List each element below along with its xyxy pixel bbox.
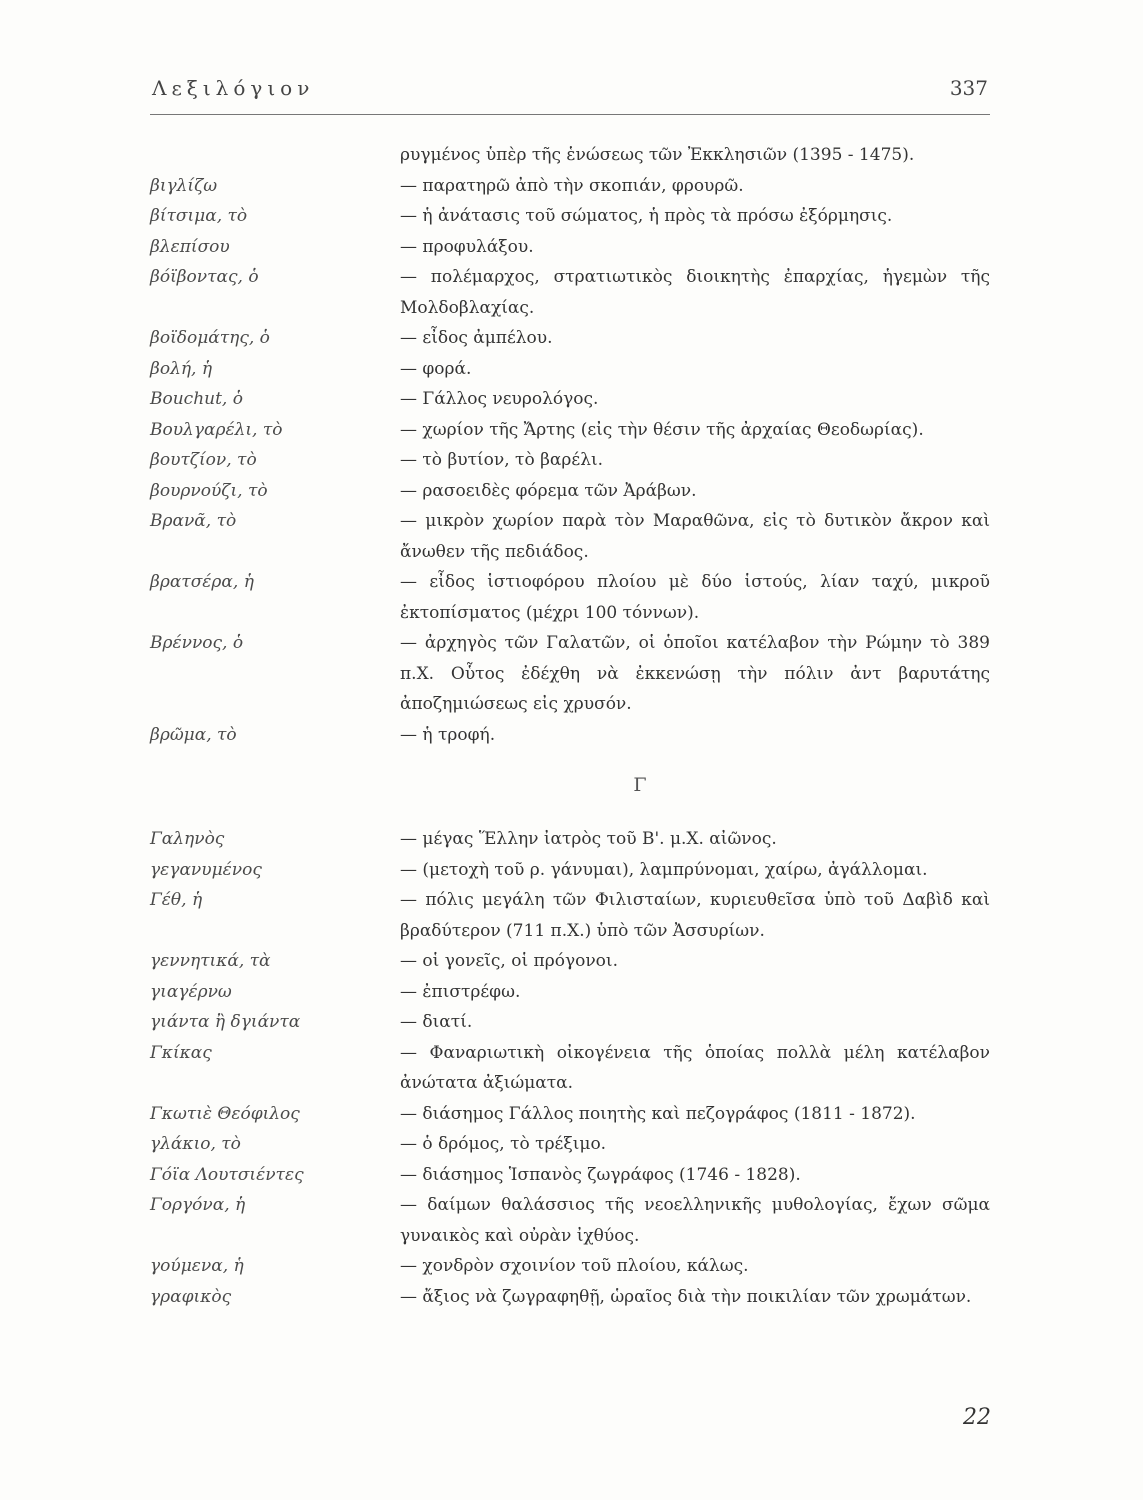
glossary-entry	[150, 201, 990, 232]
entry-definition: — ρασοειδὲς φόρεμα τῶν Ἀράβων.	[400, 480, 697, 501]
glossary-entry	[150, 171, 990, 202]
entry-term: βολή, ἡ	[150, 358, 213, 379]
entry-definition: — διατί.	[400, 1012, 473, 1032]
entry-term: βουρνούζι, τὸ	[150, 480, 268, 501]
entry-term: Γοργόνα, ἡ	[150, 1195, 246, 1215]
entry-term: γιαγέρνω	[150, 981, 232, 1002]
entry-term: Βρέννος, ὁ	[150, 633, 244, 653]
signature-mark: 22	[963, 1405, 991, 1430]
entry-definition: — ἀρχηγὸς τῶν Γαλατῶν, οἱ ὁποῖοι κατέλαβον τὴν Ρώμην τὸ 389 π.Χ. Οὗτος ἐδέχθη νὰ ἐκκενώσῃ τὴν πόλιν ἀντ βαρυτάτης ἀποζημιώσεως εἰς χρυσόν.	[400, 633, 990, 714]
entries-g-list	[150, 824, 990, 1312]
glossary-entry	[150, 323, 990, 354]
entry-definition: — προφυλάξου.	[400, 236, 534, 257]
entry-definition: — πολέμαρχος, στρατιωτικὸς διοικητὴς ἐπαρχίας, ἡγεμὼν τῆς Μολδοβλαχίας.	[400, 267, 990, 318]
glossary-entry	[150, 1099, 990, 1130]
glossary-entry	[150, 1282, 990, 1313]
glossary-entry	[150, 232, 990, 263]
entry-term: βλεπίσου	[150, 236, 230, 257]
entry-term: Γκωτιὲ Θεόφιλος	[150, 1103, 300, 1124]
entry-term: γιάντα ἢ δγιάντα	[150, 1012, 301, 1032]
entries-b-list	[150, 171, 990, 751]
section-letter: Γ	[633, 774, 647, 796]
entry-term: γούμενα, ἡ	[150, 1256, 244, 1276]
glossary-entry	[150, 506, 990, 567]
glossary-entry	[150, 885, 990, 946]
page-number: 337	[949, 76, 988, 100]
header-rule	[150, 114, 990, 115]
entry-term: Γέθ, ἡ	[150, 890, 203, 910]
glossary-entry	[150, 476, 990, 507]
glossary-entry	[150, 824, 990, 855]
glossary-entry	[150, 977, 990, 1008]
entry-definition: — ὁ δρόμος, τὸ τρέξιμο.	[400, 1134, 607, 1154]
glossary-entry	[150, 720, 990, 751]
continuation-entry	[150, 140, 990, 171]
entry-term: Γόϊα Λουτσιέντες	[150, 1164, 304, 1185]
entry-definition: — διάσημος Ἱσπανὸς ζωγράφος (1746 - 1828).	[400, 1164, 801, 1185]
entry-definition: — πόλις μεγάλη τῶν Φιλισταίων, κυριευθεῖσα ὑπὸ τοῦ Δαβὶδ καὶ βραδύτερον (711 π.Χ.) ὑπὸ τῶν Ἀσσυρίων.	[400, 890, 990, 941]
glossary-entry	[150, 1160, 990, 1191]
entry-definition: — Φαναριωτικὴ οἰκογένεια τῆς ὁποίας πολλὰ μέλη κατέλαβον ἀνώτατα ἀξιώματα.	[400, 1042, 990, 1093]
entry-term: Βουλγαρέλι, τὸ	[150, 419, 283, 440]
glossary-entry	[150, 445, 990, 476]
entry-definition: — εἶδος ἀμπέλου.	[400, 328, 553, 348]
entry-term: βρατσέρα, ἡ	[150, 572, 254, 592]
entry-definition: — χονδρὸν σχοινίον τοῦ πλοίου, κάλως.	[400, 1256, 749, 1276]
entry-definition: — χωρίον τῆς Ἄρτης (εἰς τὴν θέσιν τῆς ἀρχαίας Θεοδωρίας).	[400, 419, 924, 440]
entry-term: Bouchut, ὁ	[150, 389, 243, 409]
entry-definition: — Γάλλος νευρολόγος.	[400, 389, 599, 409]
glossary-entry	[150, 628, 990, 720]
entry-term: Γκίκας	[150, 1042, 212, 1063]
entry-definition: — (μετοχὴ τοῦ ρ. γάνυμαι), λαμπρύνομαι, χαίρω, ἀγάλλομαι.	[400, 859, 928, 880]
glossary-entry	[150, 384, 990, 415]
glossary-entry	[150, 1251, 990, 1282]
entry-term: Βρανᾶ, τὸ	[150, 511, 237, 531]
glossary-entry	[150, 1038, 990, 1099]
entry-term: βίτσιμα, τὸ	[150, 206, 248, 226]
entry-term: βοϊδομάτης, ὁ	[150, 328, 270, 348]
entry-definition: — ἄξιος νὰ ζωγραφηθῇ, ὡραῖος διὰ τὴν ποικιλίαν τῶν χρωμάτων.	[400, 1286, 972, 1307]
entry-definition: — ἡ ἀνάτασις τοῦ σώματος, ἡ πρὸς τὰ πρόσω ἐξόρμησις.	[400, 206, 893, 226]
entry-term: γραφικὸς	[150, 1286, 232, 1307]
entry-definition: — μικρὸν χωρίον παρὰ τὸν Μαραθῶνα, εἰς τὸ δυτικὸν ἄκρον καὶ ἄνωθεν τῆς πεδιάδος.	[400, 511, 990, 562]
entry-term: βόϊβοντας, ὁ	[150, 267, 259, 287]
glossary-entry	[150, 855, 990, 886]
entry-term: γεγανυμένος	[150, 859, 262, 880]
glossary-entry	[150, 415, 990, 446]
glossary-entry	[150, 262, 990, 323]
entry-definition: — δαίμων θαλάσσιος τῆς νεοελληνικῆς μυθολογίας, ἔχων σῶμα γυναικὸς καὶ οὐρὰν ἰχθύος.	[400, 1195, 990, 1246]
glossary-entry	[150, 1007, 990, 1038]
entry-definition: — ἐπιστρέφω.	[400, 981, 521, 1002]
glossary-entry	[150, 1190, 990, 1251]
running-head-title: Λεξιλόγιον	[152, 76, 315, 100]
glossary-entry	[150, 946, 990, 977]
entry-term: γεννητικά, τὰ	[150, 951, 271, 971]
entry-definition: — διάσημος Γάλλος ποιητὴς καὶ πεζογράφος (1811 - 1872).	[400, 1103, 916, 1124]
entry-definition: — φορά.	[400, 358, 472, 379]
entry-definition: ρυγμένος ὑπὲρ τῆς ἑνώσεως τῶν Ἐκκλησιῶν (1395 - 1475).	[400, 145, 915, 165]
entry-definition: — παρατηρῶ ἀπὸ τὴν σκοπιάν, φρουρῶ.	[400, 175, 744, 196]
glossary-entry	[150, 1129, 990, 1160]
entry-definition: — ἡ τροφή.	[400, 724, 496, 745]
entry-term: βρῶμα, τὸ	[150, 724, 237, 745]
glossary-entry	[150, 567, 990, 628]
entry-term: Γαληνὸς	[150, 829, 225, 849]
entry-definition: — εἶδος ἱστιοφόρου πλοίου μὲ δύο ἱστούς, λίαν ταχύ, μικροῦ ἐκτοπίσματος (μέχρι 100 τόννων).	[400, 572, 990, 623]
glossary-entry	[150, 354, 990, 385]
glossary-body	[150, 140, 990, 1312]
entry-term: βιγλίζω	[150, 175, 218, 196]
entry-term: βουτζίον, τὸ	[150, 450, 257, 470]
entry-term: γλάκιο, τὸ	[150, 1134, 241, 1154]
entry-definition: — τὸ βυτίον, τὸ βαρέλι.	[400, 450, 604, 470]
entry-definition: — οἱ γονεῖς, οἱ πρόγονοι.	[400, 951, 618, 971]
entry-definition: — μέγας Ἕλλην ἰατρὸς τοῦ Β'. μ.Χ. αἰῶνος.	[400, 829, 777, 849]
